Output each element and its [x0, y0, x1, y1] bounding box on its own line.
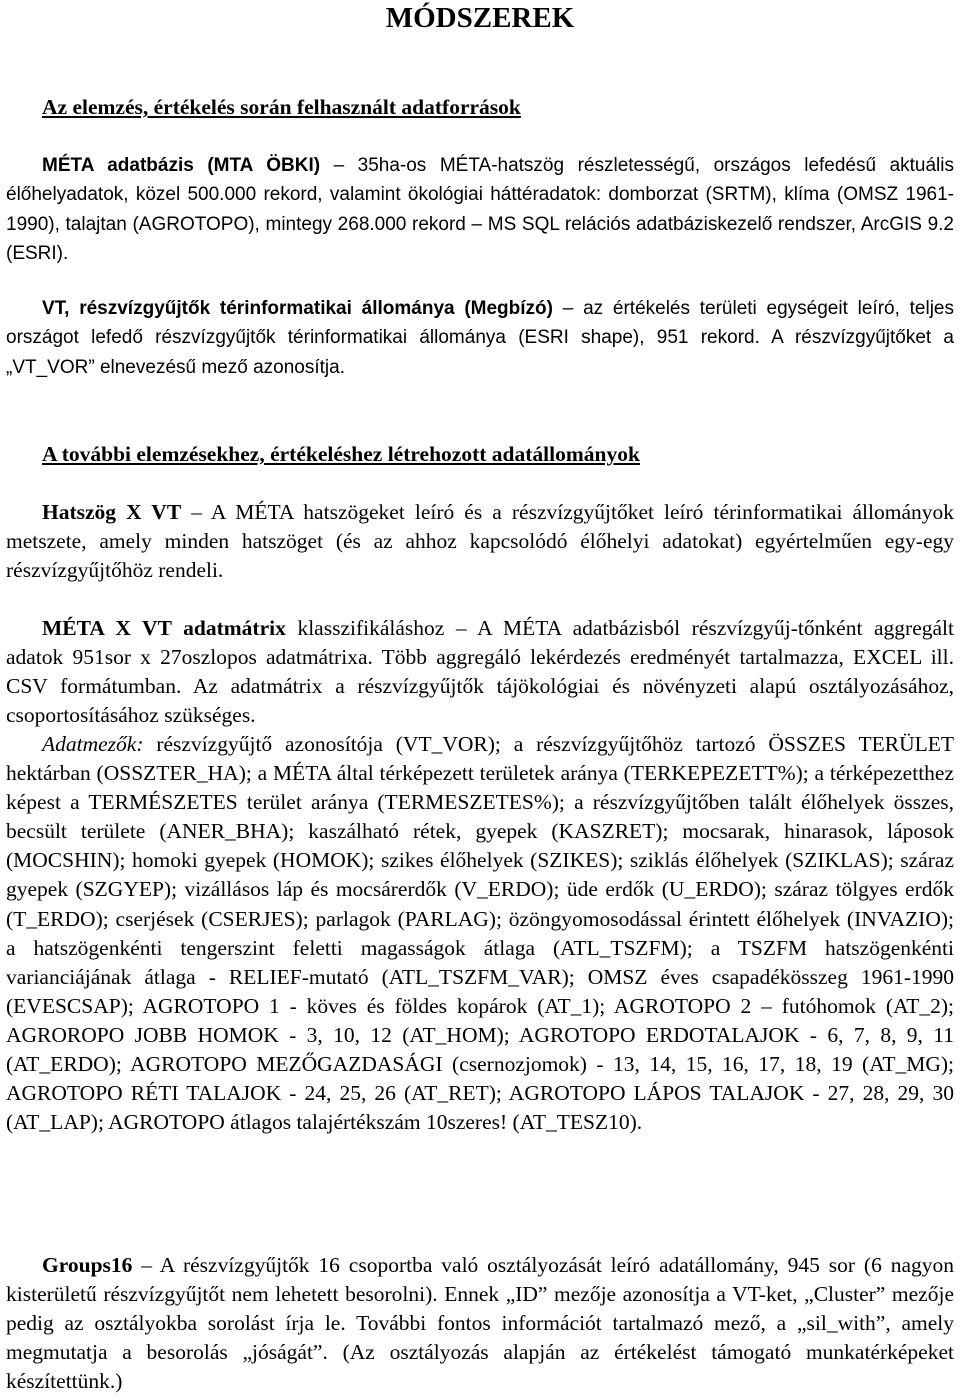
paragraph-lead: Groups16 [42, 1253, 133, 1277]
paragraph-lead: VT, részvízgyűjtők térinformatikai állománya (Megbízó) [42, 298, 553, 319]
paragraph-text: – 35ha-os MÉTA-hatszög részletességű, országos lefedésű aktuális élőhelyadatok, közel 500.000 rekord, valamint ökológiai háttéradatok: domborzat (SRTM), klíma (OMSZ 1961-1990), talajtan (AGROTOPO), mintegy 268.000 rekord – MS SQL relációs adatbáziskezelő rendszer, ArcGIS 9.2 (ESRI). [6, 155, 955, 264]
paragraph-lead: Hatszög X VT [42, 500, 182, 524]
paragraph-text: klasszifikáláshoz – A MÉTA adatbázisból részvízgyűj-tőnként aggregált adatok 951sor x 27oszlopos adatmátrixa. Több aggregáló lekérdezés eredményét tartalmazza, EXCEL ill. CSV formátumban. Az adatmátrix a részvízgyűjtők tájökológiai és növényzeti alapú osztályozásához, csoportosításához szükséges. [6, 616, 954, 728]
paragraph-vt-gis [6, 294, 954, 382]
paragraph-data-matrix [6, 614, 954, 730]
paragraph-lead: MÉTA X VT adatmátrix [42, 616, 286, 640]
paragraph-text: részvízgyűjtő azonosítója (VT_VOR); a részvízgyűjtőhöz tartozó ÖSSZES TERÜLET hektárban (OSSZTER_HA); a MÉTA által térképezett területek aránya (TERKEPEZETT%); a térképezetthez képest a TERMÉSZETES terület aránya (TERMESZETES%); a részvízgyűjtőben talált élőhelyek összes, becsült területe (ANER_BHA); kaszálható rétek, gyepek (KASZRET); mocsarak, hinarasok, láposok (MOCSHIN); homoki gyepek (HOMOK); szikes élőhelyek (SZIKES); sziklás élőhelyek (SZIKLAS); száraz gyepek (SZGYEP); vizállásos láp és mocsárerdők (V_ERDO); üde erdők (U_ERDO); száraz tölgyes erdők (T_ERDO); cserjések (CSERJES); parlagok (PARLAG); özöngyomosodással érintett élőhelyek (INVAZIO); a hatszögenkénti tengerszint feletti magasságok átlaga (ATL_TSZFM); a TSZFM hatszögenkénti varianciájának átlaga - RELIEF-mutató (ATL_TSZFM_VAR); OMSZ éves csapadékösszeg 1961-1990 (EVESCSAP); AGROTOPO 1 - köves és földes kopárok (AT_1); AGROTOPO 2 – futóhomok (AT_2); AGROROPO JOBB HOMOK - 3, 10, 12 (AT_HOM); AGROTOPO ERDOTALAJOK - 6, 7, 8, 9, 11 (AT_ERDO); AGROTOPO MEZŐGAZDASÁGI (csernozjomok) - 13, 14, 15, 16, 17, 18, 19 (AT_MG); AGROTOPO RÉTI TALAJOK - 24, 25, 26 (AT_RET); AGROTOPO LÁPOS TALAJOK - 27, 28, 29, 30 (AT_LAP); AGROTOPO átlagos talajértékszám 10szeres! (AT_TESZ10). [6, 732, 954, 1135]
paragraph-meta-database [6, 151, 954, 268]
paragraph-data-fields [6, 730, 954, 1137]
paragraph-hexagon-vt [6, 498, 954, 585]
paragraph-groups16 [6, 1251, 954, 1396]
paragraph-text: – az értékelés területi egységeit leíró, teljes országot lefedő részvízgyűjtők térinformatikai állománya (ESRI shape), 951 rekord. A részvízgyűjtőket a „VT_VOR” elnevezésű mező azonosítja. [6, 298, 954, 378]
section-heading-derived-datasets: A további elemzésekhez, értékeléshez létrehozott adatállományok [42, 442, 640, 466]
section-heading-data-sources: Az elemzés, értékelés során felhasznált adatforrások [42, 95, 521, 119]
page-title: MÓDSZEREK [385, 2, 575, 34]
paragraph-lead: Adatmezők: [42, 732, 144, 756]
paragraph-text: – A részvízgyűjtők 16 csoportba való osztályozását leíró adatállomány, 945 sor (6 nagyon kisterületű részvízgyűjtőt nem lehetett besorolni). Ennek „ID” mezője azonosítja a VT-ket, „Cluster” mezője pedig az osztályokba sorolást írja le. További fontos információt tartalmazó mező, a „sil_with”, amely megmutatja a besorolás „jóságát”. (Az osztályozás alapján az értékelést támogató munkatérképeket készítettünk.) [6, 1253, 954, 1394]
paragraph-text: – A MÉTA hatszögeket leíró és a részvízgyűjtőket leíró térinformatikai állományok metszete, amely minden hatszöget (és az ahhoz kapcsolódó élőhelyi adatokat) egyértelműen egy-egy részvízgyűjtőhöz rendeli. [6, 500, 954, 583]
paragraph-lead: MÉTA adatbázis (MTA ÖBKI) [42, 155, 321, 176]
